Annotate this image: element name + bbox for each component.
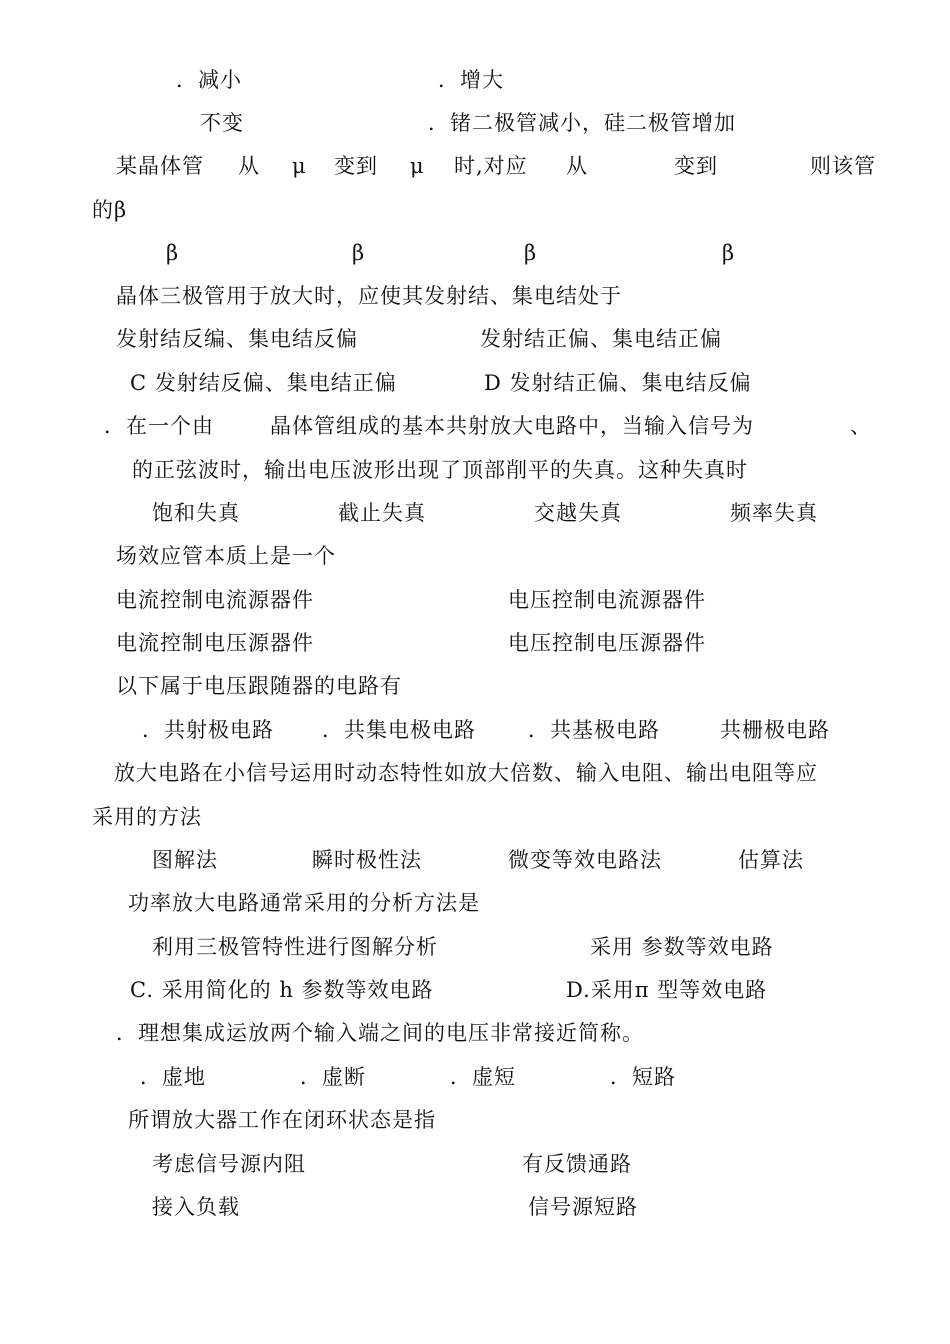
question-3-text: 、 xyxy=(850,414,872,438)
option-beta-c: β xyxy=(524,241,538,265)
question-4-option-c: 电流控制电压源器件 xyxy=(116,631,314,655)
question-6-option-a: 图解法 xyxy=(152,848,218,872)
question-7-option-c: C. 采用简化的 h 参数等效电路 xyxy=(130,978,434,1002)
option-beta-d: β xyxy=(722,241,736,265)
question-1-text: 则该管 xyxy=(810,154,876,178)
option-beta-a: β xyxy=(166,241,180,265)
question-2-option-d: D 发射结正偏、集电结反偏 xyxy=(484,371,752,395)
question-7-option-b: 采用 参数等效电路 xyxy=(590,935,774,959)
option-ge-si: ．锗二极管减小，硅二极管增加 xyxy=(428,111,736,135)
question-4-option-b: 电压控制电流源器件 xyxy=(508,588,706,612)
question-3-option-b: 截止失真 xyxy=(338,501,426,525)
question-8-text: ．理想集成运放两个输入端之间的电压非常接近简称。 xyxy=(116,1021,644,1045)
question-1-text: 变到 xyxy=(674,154,718,178)
question-7-option-a: 利用三极管特性进行图解分析 xyxy=(152,935,438,959)
question-9-option-d: 信号源短路 xyxy=(528,1195,638,1219)
question-1-text: μ xyxy=(410,154,425,178)
question-9-option-a: 考虑信号源内阻 xyxy=(152,1152,306,1176)
question-1-text: μ xyxy=(292,154,307,178)
question-4-text: 场效应管本质上是一个 xyxy=(116,544,336,568)
question-2-option-b: 发射结正偏、集电结正偏 xyxy=(480,327,722,351)
question-3-text: 晶体管组成的基本共射放大电路中，当输入信号为 xyxy=(270,414,754,438)
question-2-option-c: C 发射结反偏、集电结正偏 xyxy=(130,371,397,395)
question-3-text: 的正弦波时，输出电压波形出现了顶部削平的失真。这种失真时 xyxy=(132,458,748,482)
question-6-text: 放大电路在小信号运用时动态特性如放大倍数、输入电阻、输出电阻等应 xyxy=(114,761,818,785)
question-2-text: 晶体三极管用于放大时，应使其发射结、集电结处于 xyxy=(116,284,622,308)
question-7-text: 功率放大电路通常采用的分析方法是 xyxy=(128,891,480,915)
question-9-text: 所谓放大器工作在闭环状态是指 xyxy=(128,1108,436,1132)
question-6-option-b: 瞬时极性法 xyxy=(312,848,422,872)
question-5-text: 以下属于电压跟随器的电路有 xyxy=(116,674,402,698)
question-9-option-b: 有反馈通路 xyxy=(522,1152,632,1176)
option-increase: ．增大 xyxy=(438,68,504,92)
option-beta-b: β xyxy=(352,241,366,265)
question-1-text: 某晶体管 xyxy=(116,154,204,178)
question-1-text: 变到 xyxy=(334,154,378,178)
option-decrease: ．减小 xyxy=(176,68,242,92)
question-5-option-a: ．共射极电路 xyxy=(142,718,274,742)
question-1-text: 从 xyxy=(566,154,588,178)
question-6-option-d: 估算法 xyxy=(738,848,804,872)
question-1-text: 从 xyxy=(238,154,260,178)
question-6-text: 采用的方法 xyxy=(92,805,202,829)
question-9-option-c: 接入负载 xyxy=(152,1195,240,1219)
question-1-text: 的β xyxy=(92,198,128,222)
question-2-option-a: 发射结反编、集电结反偏 xyxy=(116,327,358,351)
question-4-option-d: 电压控制电压源器件 xyxy=(508,631,706,655)
question-3-text: ．在一个由 xyxy=(104,414,214,438)
question-7-option-d: D.采用π 型等效电路 xyxy=(566,978,768,1002)
question-5-option-b: ．共集电极电路 xyxy=(322,718,476,742)
option-unchanged: 不变 xyxy=(200,111,244,135)
question-3-option-c: 交越失真 xyxy=(534,501,622,525)
question-6-option-c: 微变等效电路法 xyxy=(508,848,662,872)
question-3-option-d: 频率失真 xyxy=(730,501,818,525)
question-4-option-a: 电流控制电流源器件 xyxy=(116,588,314,612)
question-5-option-d: 共栅极电路 xyxy=(720,718,830,742)
question-8-option-d: ．短路 xyxy=(610,1065,676,1089)
question-8-option-b: ．虚断 xyxy=(300,1065,366,1089)
question-3-option-a: 饱和失真 xyxy=(152,501,240,525)
question-5-option-c: ．共基极电路 xyxy=(528,718,660,742)
question-1-text: 时,对应 xyxy=(454,154,528,178)
question-8-option-a: ．虚地 xyxy=(140,1065,206,1089)
question-8-option-c: ．虚短 xyxy=(450,1065,516,1089)
